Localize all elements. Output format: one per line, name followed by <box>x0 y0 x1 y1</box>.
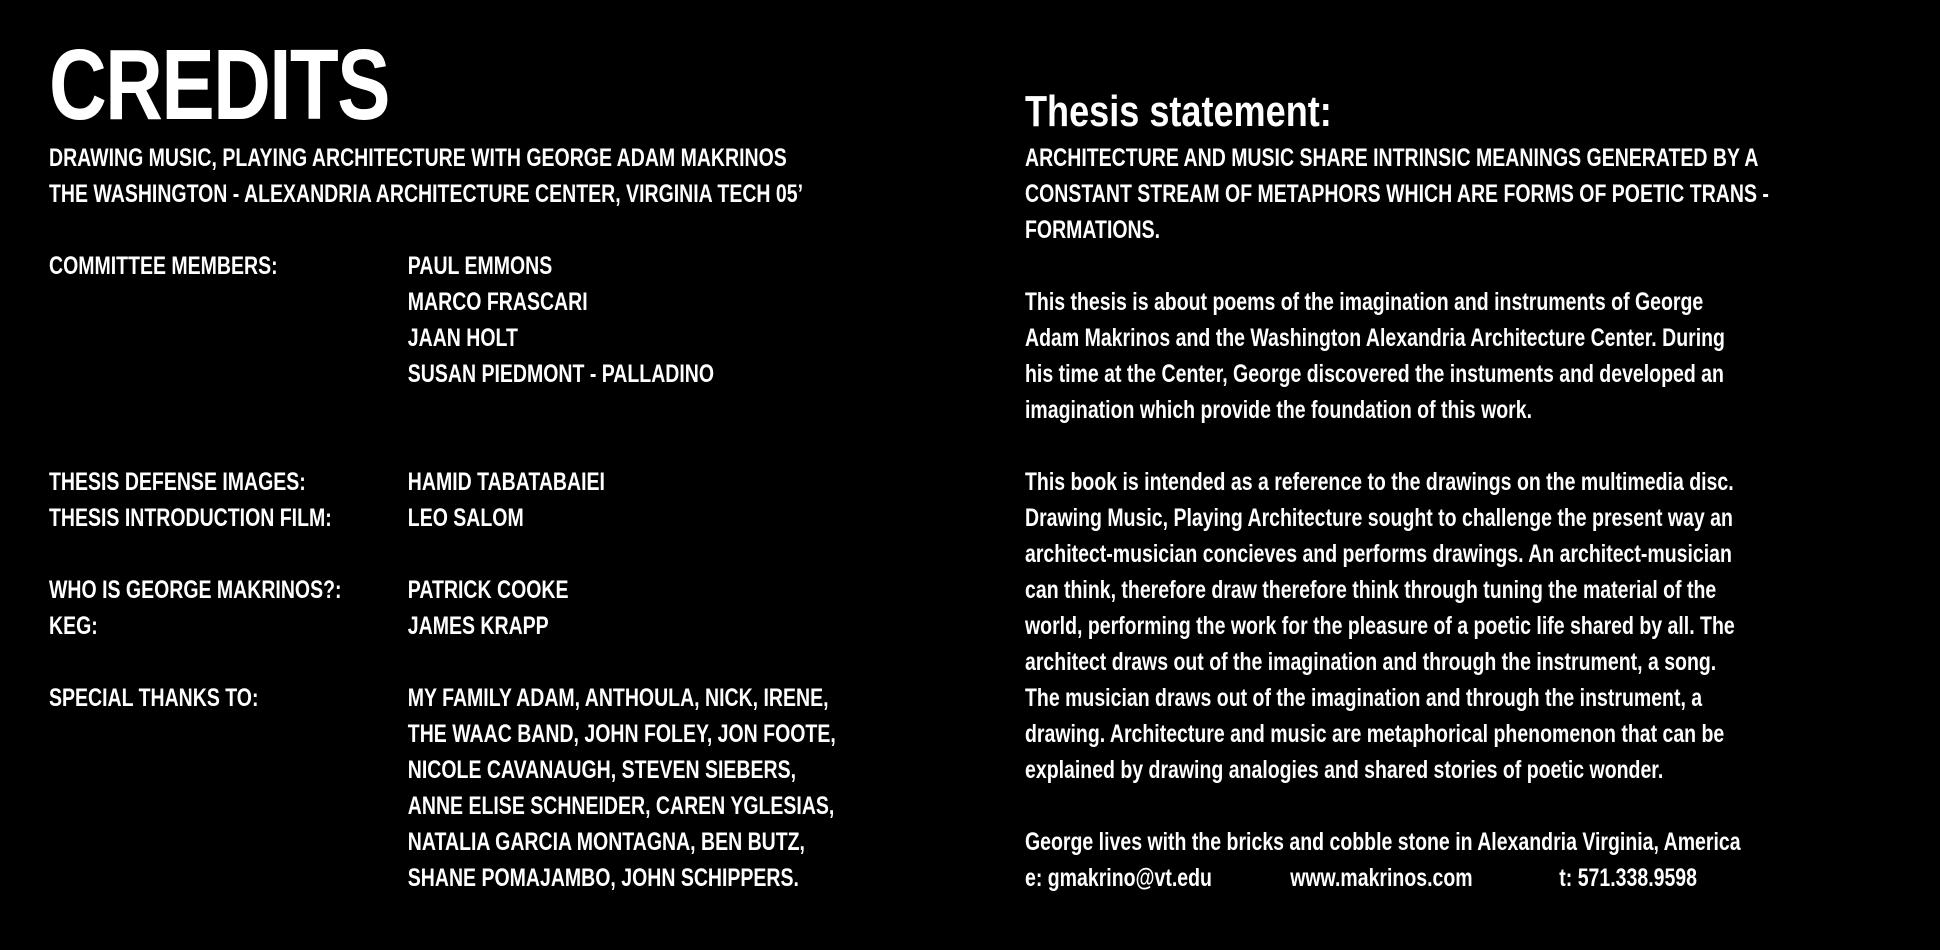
location-line: George lives with the bricks and cobble stone in Alexandria Virginia, America <box>1025 828 1741 856</box>
credits-column <box>49 30 949 896</box>
keg-row <box>49 608 751 644</box>
thanks-line: ANNE ELISE SCHNEIDER, CAREN YGLESIAS, <box>407 792 835 820</box>
para2-line: drawing. Architecture and music are metaphorical phenomenon that can be <box>1025 720 1725 748</box>
para2-line: This book is intended as a reference to the drawings on the multimedia disc. <box>1025 468 1734 496</box>
para2-line: architect draws out of the imagination and through the instrument, a song. <box>1025 648 1717 676</box>
para1-line: Adam Makrinos and the Washington Alexandria Architecture Center. During <box>1025 324 1725 352</box>
defense-images-value: HAMID TABATABAIEI <box>407 468 605 496</box>
who-label: WHO IS GEORGE MAKRINOS?: <box>49 576 342 604</box>
statement-line: ARCHITECTURE AND MUSIC SHARE INTRINSIC MEANINGS GENERATED BY A <box>1025 144 1759 172</box>
committee-member: JAAN HOLT <box>407 324 518 352</box>
para1-line: his time at the Center, George discovered the instuments and developed an <box>1025 360 1724 388</box>
para2-line: Drawing Music, Playing Architecture sought to challenge the present way an <box>1025 504 1733 532</box>
credits-title: CREDITS <box>49 29 389 141</box>
committee-members <box>408 248 751 392</box>
thanks-line: NATALIA GARCIA MONTAGNA, BEN BUTZ, <box>407 828 805 856</box>
statement-line: CONSTANT STREAM OF METAPHORS WHICH ARE FORMS OF POETIC TRANS - <box>1025 180 1769 208</box>
keg-value: JAMES KRAPP <box>407 612 549 640</box>
statement-line: FORMATIONS. <box>1025 216 1161 244</box>
committee-member: MARCO FRASCARI <box>407 288 588 316</box>
thanks-line: SHANE POMAJAMBO, JOHN SCHIPPERS. <box>407 864 799 892</box>
para1-line: This thesis is about poems of the imagination and instruments of George <box>1025 288 1704 316</box>
thesis-body <box>1025 140 1769 896</box>
para2-line: world, performing the work for the pleasure of a poetic life shared by all. The <box>1025 612 1735 640</box>
intro-film-label: THESIS INTRODUCTION FILM: <box>49 504 332 532</box>
thanks-line: NICOLE CAVANAUGH, STEVEN SIEBERS, <box>407 756 797 784</box>
para2-line: can think, therefore draw therefore think through tuning the material of the <box>1025 576 1717 604</box>
phone-text: t: 571.338.9598 <box>1559 864 1697 892</box>
para2-line: explained by drawing analogies and shared stories of poetic wonder. <box>1025 756 1664 784</box>
thanks-line: THE WAAC BAND, JOHN FOLEY, JON FOOTE, <box>407 720 836 748</box>
committee-member: PAUL EMMONS <box>407 252 553 280</box>
contact-row <box>1025 860 1899 896</box>
thanks-row <box>49 680 836 896</box>
defense-images-row <box>49 464 751 500</box>
intro-film-value: LEO SALOM <box>407 504 524 532</box>
subtitle-line: THE WASHINGTON - ALEXANDRIA ARCHITECTURE CENTER, VIRGINIA TECH 05’ <box>49 180 804 208</box>
committee-label: COMMITTEE MEMBERS: <box>49 252 278 280</box>
committee-member: SUSAN PIEDMONT - PALLADINO <box>407 360 715 388</box>
email-text: e: gmakrino@vt.edu <box>1025 864 1212 892</box>
committee-row <box>49 248 751 392</box>
subtitle-line: DRAWING MUSIC, PLAYING ARCHITECTURE WITH GEORGE ADAM MAKRINOS <box>49 144 787 172</box>
thesis-column <box>1025 84 1905 896</box>
defense-images-label: THESIS DEFENSE IMAGES: <box>49 468 306 496</box>
thanks-label: SPECIAL THANKS TO: <box>49 684 259 712</box>
keg-label: KEG: <box>49 612 98 640</box>
who-value: PATRICK COOKE <box>407 576 569 604</box>
thanks-line: MY FAMILY ADAM, ANTHOULA, NICK, IRENE, <box>407 684 829 712</box>
thanks-list <box>408 680 836 896</box>
credits-subtitle <box>49 140 836 896</box>
para2-line: The musician draws out of the imagination and through the instrument, a <box>1025 684 1703 712</box>
who-row <box>49 572 751 608</box>
intro-film-row <box>49 500 751 536</box>
para1-line: imagination which provide the foundation of this work. <box>1025 396 1532 424</box>
thesis-title: Thesis statement: <box>1025 87 1332 136</box>
website-text: www.makrinos.com <box>1290 864 1473 892</box>
para2-line: architect-musician concieves and performs drawings. An architect-musician <box>1025 540 1732 568</box>
